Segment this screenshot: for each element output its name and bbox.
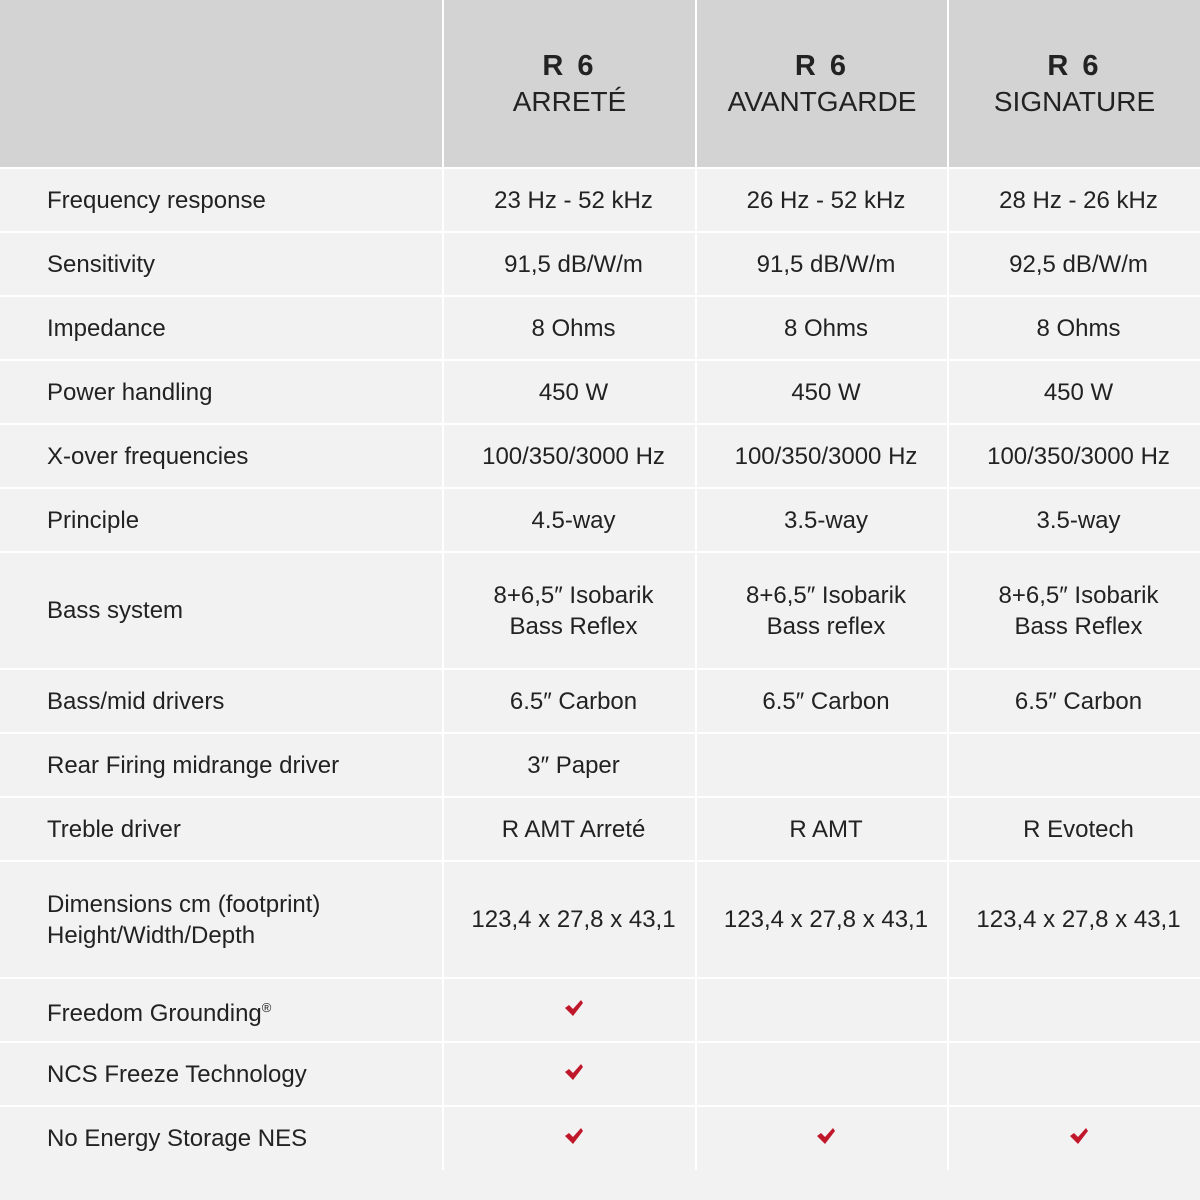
- row-value: 26 Hz - 52 kHz: [696, 168, 948, 232]
- check-cell: [443, 1106, 696, 1170]
- row-value: 450 W: [696, 360, 948, 424]
- row-value: 6.5″ Carbon: [696, 669, 948, 733]
- row-label: [0, 978, 443, 1042]
- row-value: 100/350/3000 Hz: [948, 424, 1200, 488]
- row-value: 450 W: [948, 360, 1200, 424]
- model-header-arrete: [443, 0, 696, 168]
- row-value: R AMT: [696, 797, 948, 861]
- row-value: 8 Ohms: [696, 296, 948, 360]
- spec-row-frequency-response: [0, 168, 1200, 232]
- checkmark-icon: [1069, 1126, 1089, 1146]
- row-value: 3.5-way: [696, 488, 948, 552]
- feature-label: Freedom Grounding: [47, 999, 262, 1027]
- row-value: 8+6,5″ Isobarik Bass Reflex: [443, 552, 696, 669]
- checkmark-icon: [816, 1126, 836, 1146]
- header-row: [0, 0, 1200, 168]
- check-cell: [948, 978, 1200, 1042]
- row-value: 6.5″ Carbon: [948, 669, 1200, 733]
- row-label: Bass system: [0, 552, 443, 669]
- row-label: Dimensions cm (footprint) Height/Width/Depth: [0, 861, 443, 978]
- check-cell: [696, 1106, 948, 1170]
- check-cell: [696, 978, 948, 1042]
- row-value: 8 Ohms: [443, 296, 696, 360]
- row-label: X-over frequencies: [0, 424, 443, 488]
- row-value: R AMT Arreté: [443, 797, 696, 861]
- spec-row-bass-mid-drivers: [0, 669, 1200, 733]
- model-name: ARRETÉ: [512, 85, 627, 117]
- row-value: 123,4 x 27,8 x 43,1: [443, 861, 696, 978]
- row-value: 123,4 x 27,8 x 43,1: [948, 861, 1200, 978]
- feature-row-ncs-freeze: [0, 1042, 1200, 1106]
- check-cell: [443, 978, 696, 1042]
- row-value: 92,5 dB/W/m: [948, 232, 1200, 296]
- model-header-avantgarde: [696, 0, 948, 168]
- spec-row-rear-firing-midrange: [0, 733, 1200, 797]
- spec-row-power-handling: [0, 360, 1200, 424]
- model-name: SIGNATURE: [993, 85, 1156, 117]
- spec-row-sensitivity: [0, 232, 1200, 296]
- checkmark-icon: [564, 1062, 584, 1082]
- row-value: 8 Ohms: [948, 296, 1200, 360]
- row-label: Rear Firing midrange driver: [0, 733, 443, 797]
- feature-row-freedom-grounding: [0, 978, 1200, 1042]
- row-value: 23 Hz - 52 kHz: [443, 168, 696, 232]
- model-code: R 6: [542, 49, 597, 82]
- row-value: 6.5″ Carbon: [443, 669, 696, 733]
- model-code: R 6: [794, 49, 850, 82]
- row-value: 91,5 dB/W/m: [443, 232, 696, 296]
- row-value: 100/350/3000 Hz: [443, 424, 696, 488]
- row-label: Sensitivity: [0, 232, 443, 296]
- spec-row-impedance: [0, 296, 1200, 360]
- row-value: 450 W: [443, 360, 696, 424]
- model-code: R 6: [1047, 49, 1102, 82]
- row-value: 8+6,5″ Isobarik Bass reflex: [696, 552, 948, 669]
- row-label: Impedance: [0, 296, 443, 360]
- row-value: 100/350/3000 Hz: [696, 424, 948, 488]
- spec-row-treble-driver: [0, 797, 1200, 861]
- row-value: 4.5-way: [443, 488, 696, 552]
- spec-row-dimensions: [0, 861, 1200, 978]
- row-label: Principle: [0, 488, 443, 552]
- row-value: 3.5-way: [948, 488, 1200, 552]
- check-cell: [696, 1042, 948, 1106]
- model-header-signature: [948, 0, 1200, 168]
- feature-row-nes: [0, 1106, 1200, 1170]
- row-value: [696, 733, 948, 797]
- row-label: Treble driver: [0, 797, 443, 861]
- row-value: 8+6,5″ Isobarik Bass Reflex: [948, 552, 1200, 669]
- row-label: Bass/mid drivers: [0, 669, 443, 733]
- row-value: [948, 733, 1200, 797]
- row-value: R Evotech: [948, 797, 1200, 861]
- header-blank-cell: [0, 0, 443, 168]
- spec-row-bass-system: [0, 552, 1200, 669]
- row-label: No Energy Storage NES: [0, 1106, 443, 1170]
- check-cell: [948, 1042, 1200, 1106]
- checkmark-icon: [564, 998, 584, 1018]
- row-label: Power handling: [0, 360, 443, 424]
- model-name: AVANTGARDE: [727, 85, 917, 117]
- row-label: NCS Freeze Technology: [0, 1042, 443, 1106]
- row-label: Frequency response: [0, 168, 443, 232]
- row-value: 91,5 dB/W/m: [696, 232, 948, 296]
- checkmark-icon: [564, 1126, 584, 1146]
- check-cell: [443, 1042, 696, 1106]
- row-value: 28 Hz - 26 kHz: [948, 168, 1200, 232]
- spec-row-principle: [0, 488, 1200, 552]
- check-cell: [948, 1106, 1200, 1170]
- row-value: 3″ Paper: [443, 733, 696, 797]
- row-value: 123,4 x 27,8 x 43,1: [696, 861, 948, 978]
- registered-mark: ®: [261, 999, 272, 1015]
- spec-row-xover-frequencies: [0, 424, 1200, 488]
